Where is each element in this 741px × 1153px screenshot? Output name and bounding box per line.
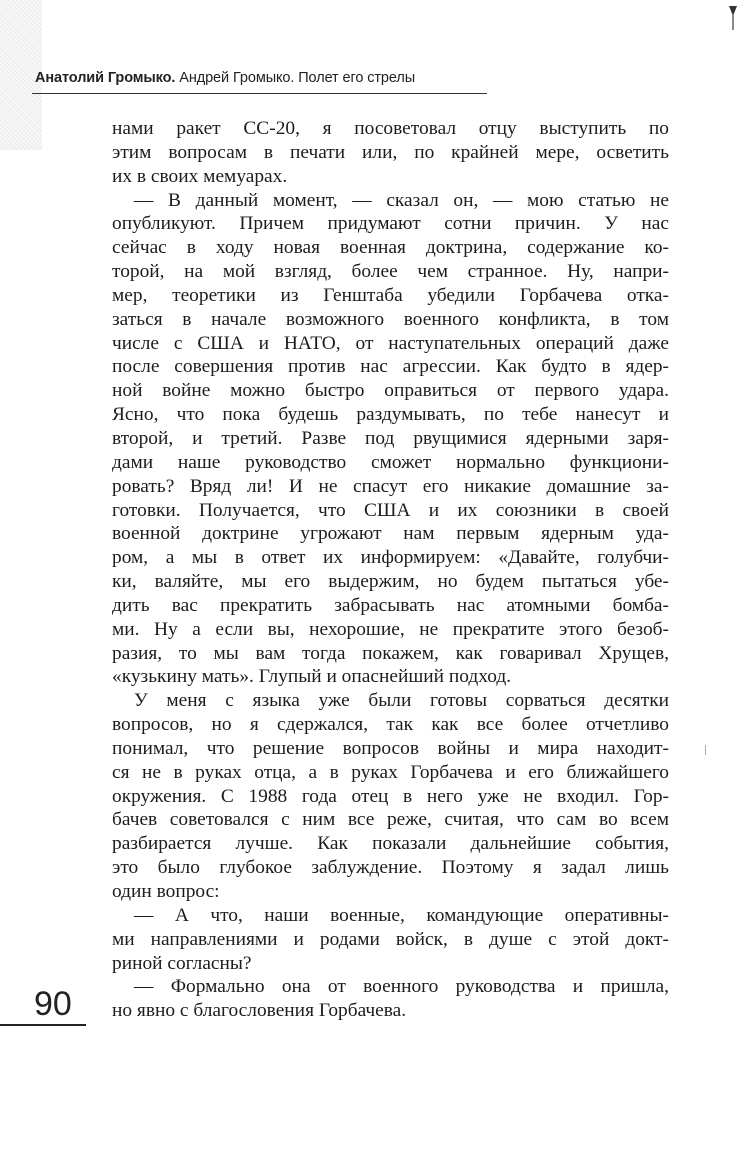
text-line: ки, валяйте, мы его выдержим, но будем пытаться убе- <box>112 571 669 593</box>
text-line: вопросов, но я сдержался, так как все более отчетливо <box>112 714 669 736</box>
text-line: ся не в руках отца, а в руках Горбачева и его ближайшего <box>112 761 669 783</box>
text-line: торой, на мой взгляд, более чем странное. Ну, напри- <box>112 261 669 283</box>
text-line: второй, и третий. Разве под рвущимися ядерными заря- <box>112 427 669 449</box>
text-line: сейчас в ходу новая военная доктрина, содержание ко- <box>112 237 669 259</box>
text-line: опубликуют. Причем придумают сотни причин. У нас <box>112 213 669 235</box>
text-line: после совершения против нас агрессии. Как будто в ядер- <box>112 356 669 378</box>
margin-speck <box>705 745 706 755</box>
text-line: этим вопросам в печати или, по крайней мере, осветить <box>112 141 669 163</box>
text-line: дить вас прекратить забрасывать нас атомными бомба- <box>112 594 669 616</box>
text-line: один вопрос: <box>112 881 220 902</box>
text-line: это было глубокое заблуждение. Поэтому я задал лишь <box>112 857 669 879</box>
text-line: — В данный момент, — сказал он, — мою статью не <box>134 189 669 211</box>
text-line: Ясно, что пока будешь раздумывать, по тебе нанесут и <box>112 404 669 426</box>
text-line: заться в начале возможного военного конфликта, в том <box>112 308 669 330</box>
text-line: но явно с благословения Горбачева. <box>112 1000 407 1022</box>
running-header <box>35 70 415 86</box>
text-line: ром, а мы в ответ их информируем: «Давайте, голубчи- <box>112 547 669 569</box>
text-line: риной согласны? <box>112 952 252 974</box>
text-line: ми. Ну а если вы, нехорошие, не прекратите этого безоб- <box>112 618 669 640</box>
text-line: «кузькину мать». Глупый и опаснейший подход. <box>112 666 512 688</box>
header-rule <box>32 93 487 94</box>
text-line: военной доктрине угрожают нам первым ядерным уда- <box>112 523 669 545</box>
text-line: — А что, наши военные, командующие оперативны- <box>134 904 669 926</box>
text-line: мер, теоретики из Генштаба убедили Горбачева отка- <box>112 284 669 306</box>
text-line: ми направлениями и родами войск, в душе с этой докт- <box>112 928 669 950</box>
text-line: разбирается лучше. Как показали дальнейшие события, <box>112 833 669 855</box>
body-text <box>112 117 669 1023</box>
text-line: ровать? Вряд ли! И не спасут его никакие домашние за- <box>112 475 669 497</box>
header-author: Анатолий Громыко. <box>35 70 176 86</box>
footer-rule <box>0 1024 86 1026</box>
text-line: разия, то мы вам тогда покажем, как говаривал Хрущев, <box>112 642 669 664</box>
text-line: У меня с языка уже были готовы сорваться десятки <box>134 690 669 712</box>
page-number: 90 <box>34 985 72 1023</box>
text-line: дами наше руководство сможет нормально функциони- <box>112 451 669 473</box>
text-line: ной войне можно быстро оправиться от первого удара. <box>112 380 669 402</box>
text-line: — Формально она от военного руководства и пришла, <box>134 976 669 998</box>
text-line: окружения. С 1988 года отец в него уже не входил. Гор- <box>112 785 669 807</box>
text-line: готовки. Получается, что США и их союзники в своей <box>112 499 669 521</box>
text-line: понимал, что решение вопросов войны и мира находит- <box>112 737 669 759</box>
text-line: бачев советовался с ним все реже, считая, что сам во всем <box>112 809 669 831</box>
text-line: числе с США и НАТО, от наступательных операций даже <box>112 332 669 354</box>
scan-corner-line <box>732 14 734 30</box>
header-title: Андрей Громыко. Полет его стрелы <box>175 70 416 86</box>
text-line: их в своих мемуарах. <box>112 165 288 187</box>
text-line: нами ракет СС-20, я посоветовал отцу выступить по <box>112 118 669 139</box>
